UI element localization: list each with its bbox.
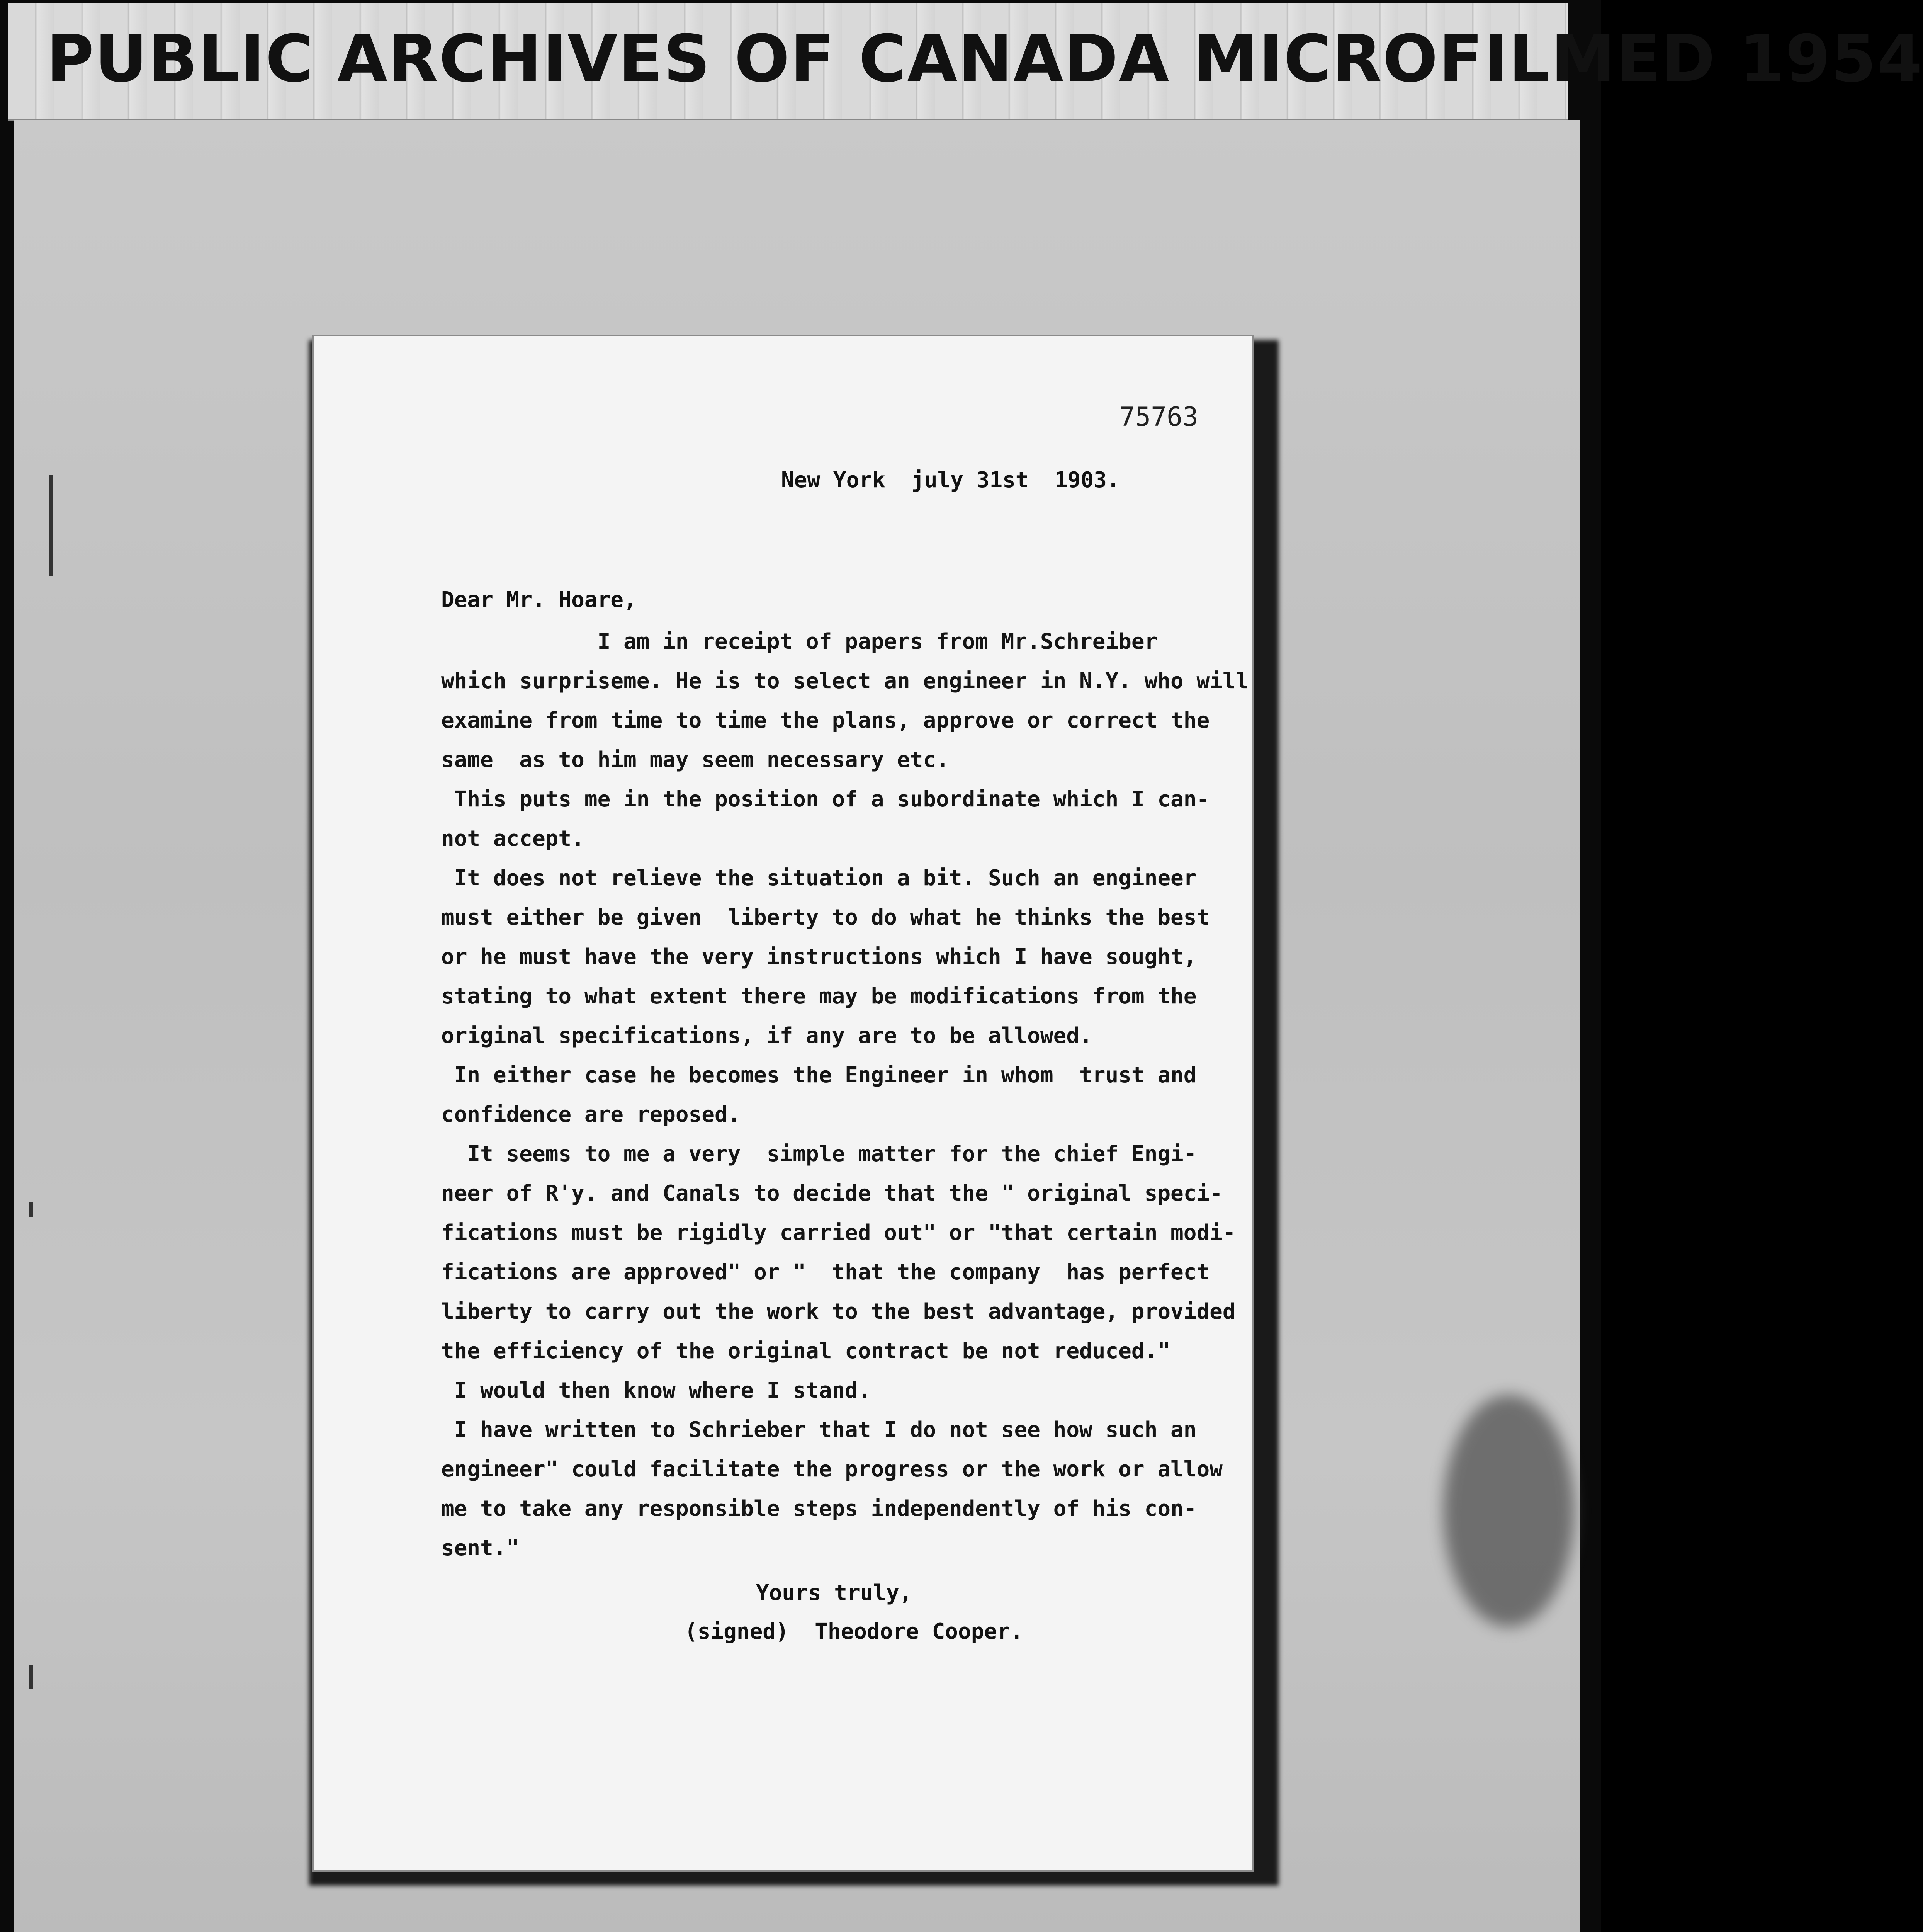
- document-number: 75763: [1119, 402, 1198, 432]
- body-line: stating to what extent there may be modifications from the: [441, 984, 1197, 1009]
- body-line: liberty to carry out the work to the best advantage, provided: [441, 1299, 1236, 1324]
- body-line: In either case he becomes the Engineer in whom trust and: [441, 1063, 1197, 1088]
- header-strip: [8, 3, 1923, 121]
- archive-header-title: PUBLIC ARCHIVES OF CANADA MICROFILMED 1954: [46, 21, 1923, 97]
- board-mark: [29, 1665, 33, 1689]
- body-line: I have written to Schrieber that I do not see how such an: [441, 1417, 1197, 1442]
- body-line: It seems to me a very simple matter for the chief Engi-: [441, 1141, 1197, 1167]
- board-mark: [29, 1202, 33, 1217]
- body-line: confidence are reposed.: [441, 1102, 741, 1127]
- body-line: sent.": [441, 1536, 520, 1561]
- board-mark: [49, 475, 53, 576]
- body-line: which surpriseme. He is to select an engineer in N.Y. who will: [441, 668, 1249, 694]
- letter-page: [312, 335, 1254, 1872]
- body-line: same as to him may seem necessary etc.: [441, 747, 949, 772]
- film-smudge: [1443, 1395, 1575, 1627]
- letter-signature: (signed) Theodore Cooper.: [685, 1619, 1023, 1644]
- letter-closing: Yours truly,: [756, 1580, 912, 1605]
- body-line: me to take any responsible steps independently of his con-: [441, 1496, 1197, 1521]
- body-line: or he must have the very instructions which I have sought,: [441, 944, 1197, 969]
- letter-body: [441, 622, 1249, 1568]
- body-line: original specifications, if any are to be allowed.: [441, 1023, 1092, 1048]
- body-line: neer of R'y. and Canals to decide that the " original speci-: [441, 1181, 1223, 1206]
- body-line: engineer" could facilitate the progress or the work or allow: [441, 1457, 1223, 1482]
- body-line: I am in receipt of papers from Mr.Schreiber: [441, 629, 1158, 654]
- body-line: fications are approved" or " that the company has perfect: [441, 1260, 1210, 1285]
- body-line: examine from time to time the plans, approve or correct the: [441, 708, 1210, 733]
- body-line: not accept.: [441, 826, 584, 851]
- body-line: the efficiency of the original contract be not reduced.": [441, 1338, 1171, 1364]
- letter-salutation: Dear Mr. Hoare,: [441, 587, 637, 612]
- body-line: It does not relieve the situation a bit. Such an engineer: [441, 866, 1197, 891]
- body-line: I would then know where I stand.: [441, 1378, 871, 1403]
- letter-dateline: New York july 31st 1903.: [781, 468, 1120, 493]
- body-line: must either be given liberty to do what he thinks the best: [441, 905, 1210, 930]
- body-line: This puts me in the position of a subordinate which I can-: [441, 787, 1210, 812]
- body-line: fications must be rigidly carried out" or "that certain modi-: [441, 1220, 1236, 1245]
